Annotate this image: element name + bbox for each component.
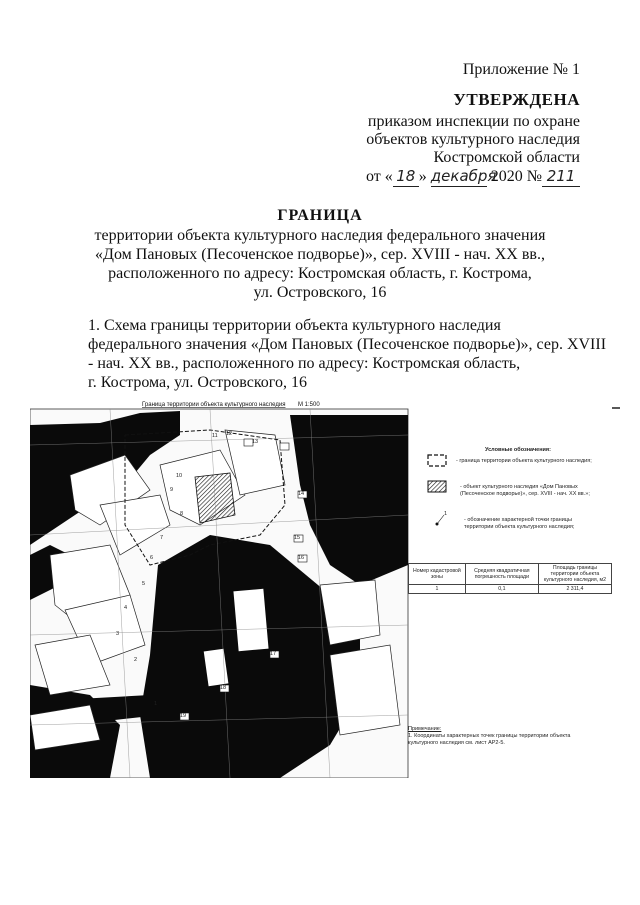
boundary-line-icon (426, 453, 450, 469)
point-marker-icon (432, 511, 452, 529)
map-point-label: 19 (180, 713, 187, 719)
paragraph-line-1: 1. Схема границы территории объекта культурного наследия (88, 317, 501, 334)
document-title: ГРАНИЦА (277, 207, 363, 224)
map-point-label: 7 (160, 535, 164, 541)
table-header: Средняя квадратичная погрешность площади (465, 564, 538, 585)
heritage-object-icon (426, 479, 450, 495)
legend-item-point-1: - обозначение характерной точки границы (464, 517, 572, 523)
order-line-2: объектов культурного наследия (366, 131, 580, 148)
note-line-2: культурного наследия см. лист АР2-5. (408, 740, 505, 746)
table-header: Площадь границы территории объекта культурного наследия, м2 (538, 564, 611, 585)
map-point-label: 18 (220, 685, 227, 691)
title-line-3: расположенного по адресу: Костромская область, г. Кострома, (108, 265, 532, 282)
legend-item-boundary: - граница территории объекта культурного наследия; (456, 458, 592, 464)
map-point-label: 8 (180, 511, 184, 517)
map-point-label: 4 (124, 605, 128, 611)
map-caption: Граница территории объекта культурного наследия (142, 402, 286, 408)
map-point-label: 10 (176, 473, 183, 479)
note-title: Примечание: (408, 726, 442, 732)
boundary-scheme (30, 395, 612, 778)
paragraph-line-4: г. Кострома, ул. Островского, 16 (88, 374, 307, 391)
map-point-label: 5 (142, 581, 146, 587)
date-prefix: от « (366, 168, 393, 185)
order-date-line (366, 167, 580, 187)
map-point-label: 12 (226, 431, 233, 437)
legend-title: Условные обозначения: (485, 447, 551, 453)
map-point-label: 3 (116, 631, 120, 637)
appendix-label: Приложение № 1 (462, 61, 580, 78)
table-cell: 2 311,4 (538, 585, 611, 594)
date-day: 18 (393, 167, 419, 187)
title-line-1: территории объекта культурного наследия федерального значения (94, 227, 546, 244)
order-line-1: приказом инспекции по охране (367, 113, 580, 130)
point-marker-label: 1 (444, 511, 448, 517)
map-point-label: 1 (154, 701, 158, 707)
map-point-label: 6 (150, 555, 154, 561)
table-header: Номер кадастровой зоны (409, 564, 466, 585)
date-month: декабря (430, 167, 497, 185)
map-point-label: 16 (298, 555, 305, 561)
paragraph-line-2: федерального значения «Дом Пановых (Песоченское подворье)», сер. XVIII (88, 336, 607, 353)
map-point-label: 15 (294, 535, 301, 541)
note-line-1: 1. Координаты характерных точек границы территории объекта (408, 733, 571, 739)
paragraph-line-3: - нач. XX вв., расположенного по адресу: Костромская область, (88, 355, 521, 372)
legend-item-point-2: территории объекта культурного наследия; (464, 524, 575, 530)
date-mid: » (418, 168, 427, 185)
map-point-label: 11 (212, 433, 218, 439)
area-stats-table (408, 563, 612, 594)
map-point-label: 17 (270, 651, 277, 657)
title-line-4: ул. Островского, 16 (253, 284, 387, 301)
approved-label: УТВЕРЖДЕНА (453, 90, 580, 109)
map-point-label: 14 (298, 491, 305, 497)
order-line-3: Костромской области (433, 149, 580, 166)
map-point-label: 13 (252, 439, 259, 445)
table-cell: 1 (409, 585, 466, 594)
map-point-label: 2 (134, 657, 138, 663)
legend-item-object-2: (Песоченское подворье)», сер. XVIII - нач. XX вв.»; (460, 491, 590, 497)
title-line-2: «Дом Пановых (Песоченское подворье)», сер. XVIII - нач. XX вв., (95, 246, 545, 263)
map-scale: М 1:500 (298, 402, 320, 408)
table-cell: 0,1 (465, 585, 538, 594)
legend-item-object-1: - объект культурного наследия «Дом Пановых (460, 484, 578, 490)
date-year: 2020 № (490, 168, 543, 185)
order-number: 211 (542, 167, 580, 187)
map-point-label: 9 (170, 487, 174, 493)
